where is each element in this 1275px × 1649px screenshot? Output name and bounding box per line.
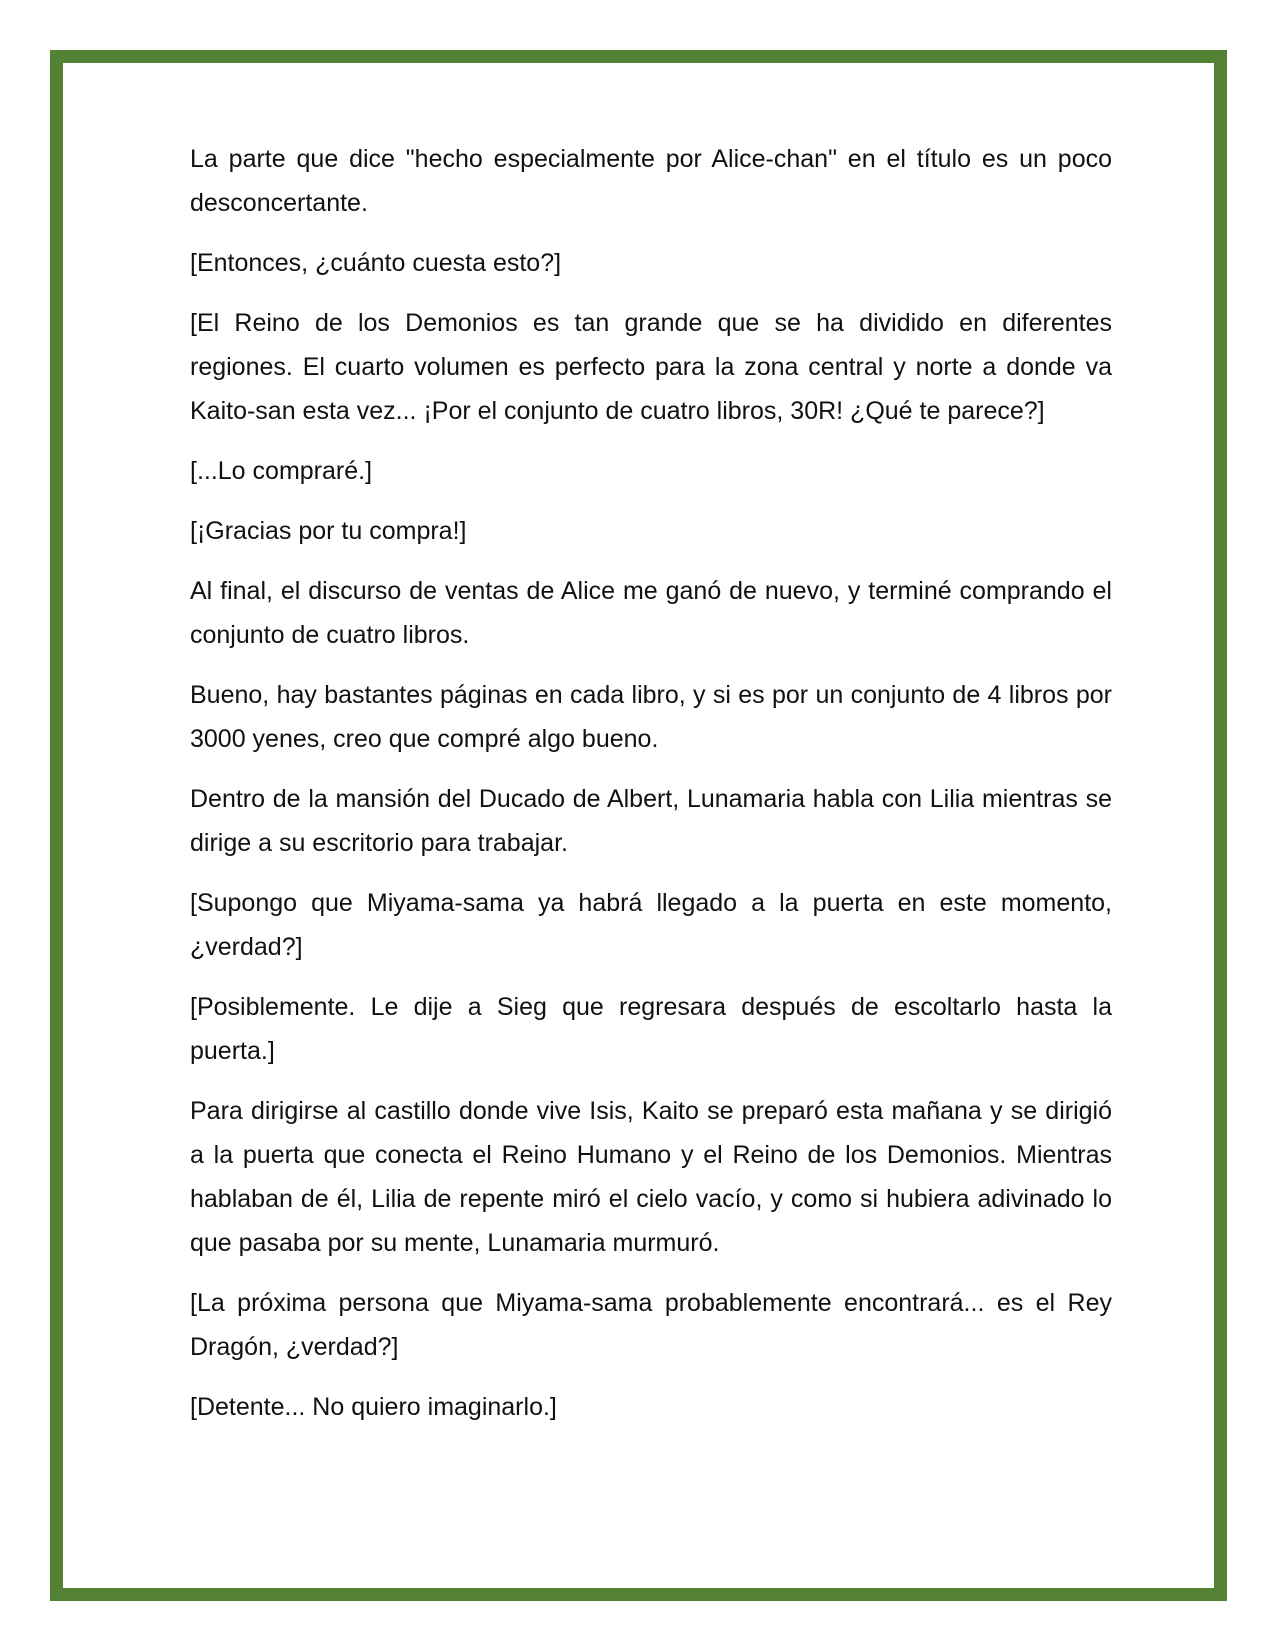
page-frame: [50, 50, 1227, 1601]
paragraph: [Detente... No quiero imaginarlo.]: [190, 1393, 557, 1421]
paragraph: [...Lo compraré.]: [190, 457, 373, 485]
paragraph: [Supongo que Miyama-sama ya habrá llegado a la puerta en este momento, ¿verdad?]: [190, 889, 1112, 961]
paragraph: La parte que dice "hecho especialmente por Alice-chan" en el título es un poco desconcertante.: [190, 145, 1112, 217]
paragraph: Al final, el discurso de ventas de Alice me ganó de nuevo, y terminé comprando el conjunto de cuatro libros.: [190, 577, 1112, 649]
paragraph: Dentro de la mansión del Ducado de Albert, Lunamaria habla con Lilia mientras se dirige a su escritorio para trabajar.: [190, 785, 1112, 857]
paragraph: [La próxima persona que Miyama-sama probablemente encontrará... es el Rey Dragón, ¿verdad?]: [190, 1289, 1112, 1361]
paragraph: Bueno, hay bastantes páginas en cada libro, y si es por un conjunto de 4 libros por 3000 yenes, creo que compré algo bueno.: [190, 681, 1112, 753]
paragraph: [Posiblemente. Le dije a Sieg que regresara después de escoltarlo hasta la puerta.]: [190, 993, 1112, 1065]
paragraph: [Entonces, ¿cuánto cuesta esto?]: [190, 249, 562, 277]
paragraph: Para dirigirse al castillo donde vive Isis, Kaito se preparó esta mañana y se dirigió a la puerta que conecta el Reino Humano y el Reino de los Demonios. Mientras hablaban de él, Lilia de repente miró el cielo vacío, y como si hubiera adivinado lo que pasaba por su mente, Lunamaria murmuró.: [190, 1097, 1112, 1257]
paragraph: [El Reino de los Demonios es tan grande que se ha dividido en diferentes regiones. El cuarto volumen es perfecto para la zona central y norte a donde va Kaito-san esta vez... ¡Por el conjunto de cuatro libros, 30R! ¿Qué te parece?]: [190, 309, 1112, 425]
document-body: [190, 137, 1112, 1445]
paragraph: [¡Gracias por tu compra!]: [190, 517, 467, 545]
